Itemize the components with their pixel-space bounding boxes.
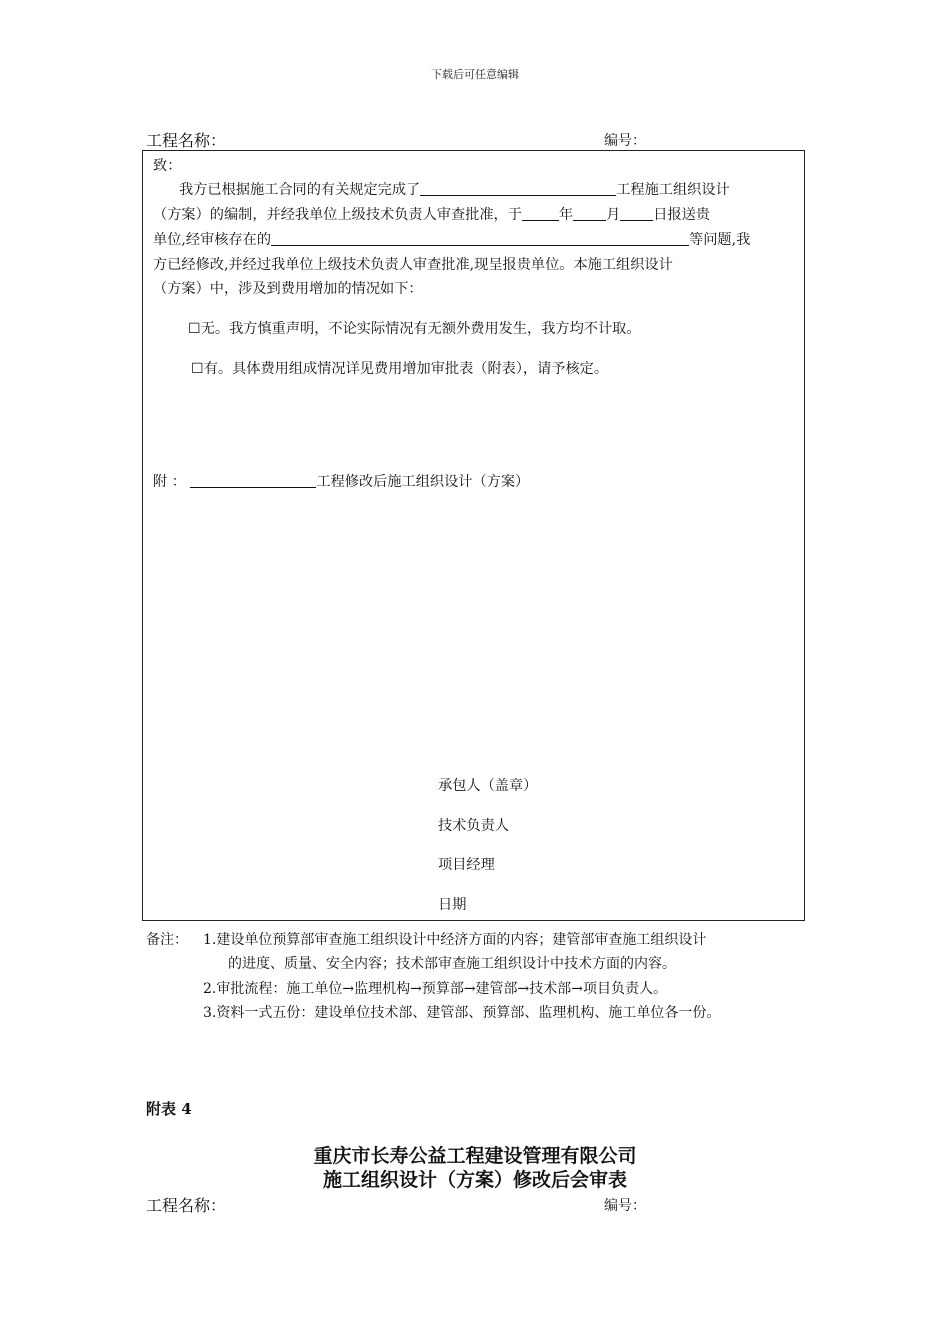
year-label: 年 [558,207,574,223]
note-1b: 的进度、质量、安全内容；技术部审查施工组织设计中技术方面的内容。 [228,956,676,972]
blank-attachment[interactable] [190,473,316,488]
attachment-text: 工程修改后施工组织设计（方案） [316,474,530,490]
para-text: 日报送贵 [653,207,711,223]
header-note: 下载后可任意编辑 [431,68,519,81]
para-line-2 [153,204,710,224]
date-label: 日期 [438,897,467,913]
appendix-project-label: 工程名称： [146,1196,227,1215]
project-manager-label: 项目经理 [438,857,495,873]
contractor-seal-label: 承包人（盖章） [438,778,538,794]
number-label: 编号： [604,133,646,149]
attachment-line [153,471,529,491]
note-1a: 1.建设单位预算部审查施工组织设计中经济方面的内容；建管部审查施工组织设计 [203,932,707,948]
option-none-checkbox[interactable]: ☐无。我方慎重声明，不论实际情况有无额外费用发生，我方均不计取。 [188,321,641,337]
para-text: 我方已根据施工合同的有关规定完成了 [179,182,421,198]
note-2: 2.审批流程：施工单位→监理机构→预算部→建管部→技术部→项目负责人。 [203,981,668,997]
para-line-5: （方案）中，涉及到费用增加的情况如下： [153,281,423,297]
form-box [142,150,805,921]
tech-lead-label: 技术负责人 [438,818,509,834]
appendix-label: 附表 4 [146,1100,192,1118]
option-yes-checkbox[interactable]: ☐有。具体费用组成情况详见费用增加审批表（附表），请予核定。 [191,361,609,377]
project-name-label: 工程名称： [146,131,227,150]
para-line-1 [179,179,730,199]
attachment-label: 附 ： [153,474,186,490]
para-text: 工程施工组织设计 [616,182,730,198]
blank-project[interactable] [420,181,616,196]
appendix-number-label: 编号： [604,1198,646,1214]
blank-month[interactable] [573,206,606,221]
blank-issues[interactable] [271,231,689,246]
para-text: （方案）的编制，并经我单位上级技术负责人审查批准，于 [153,207,522,223]
notes-label: 备注： [146,932,188,948]
form-title: 施工组织设计（方案）修改后会审表 [322,1169,627,1191]
to-label: 致： [153,158,182,174]
blank-day[interactable] [620,206,653,221]
para-line-3 [153,229,750,249]
company-title: 重庆市长寿公益工程建设管理有限公司 [313,1145,637,1167]
para-line-4: 方已经修改,并经过我单位上级技术负责人审查批准,现呈报贵单位。本施工组织设计 [153,257,673,273]
para-text: 等问题,我 [689,232,751,248]
note-3: 3.资料一式五份：建设单位技术部、建管部、预算部、监理机构、施工单位各一份。 [203,1005,721,1021]
blank-year[interactable] [522,206,559,221]
month-label: 月 [606,207,621,223]
para-text: 单位,经审核存在的 [153,232,272,248]
